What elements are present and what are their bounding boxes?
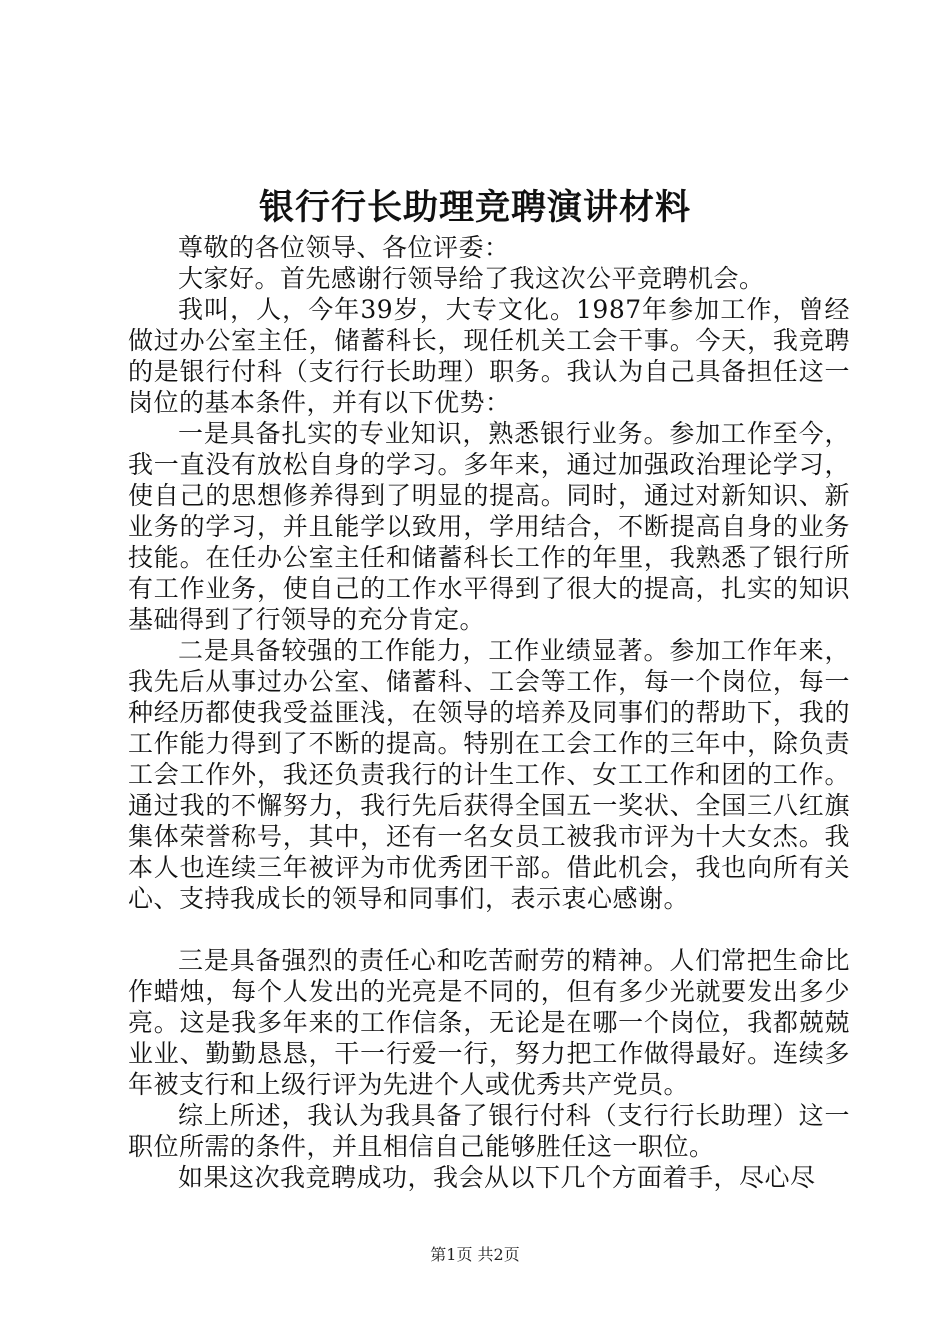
paragraph-summary: 综上所述，我认为我具备了银行付科（支行行长助理）这一职位所需的条件，并且相信自己能够胜任这一职位。 <box>128 1101 850 1161</box>
page-footer: 第1页 共2页 <box>430 1245 520 1264</box>
paragraph-advantage-three: 三是具备强烈的责任心和吃苦耐劳的精神。人们常把生命比作蜡烛，每个人发出的光亮是不同的，但有多少光就要发出多少亮。这是我多年来的工作信条，无论是在哪一个岗位，我都兢兢业业、勤勤恳恳，干一行爱一行，努力把工作做得最好。连续多年被支行和上级行评为先进个人或优秀共产党员。 <box>128 946 850 1099</box>
paragraph-salutation: 尊敬的各位领导、各位评委： <box>178 233 510 262</box>
document-body <box>128 232 850 1193</box>
paragraph-plan-intro: 如果这次我竞聘成功，我会从以下几个方面着手，尽心尽 <box>178 1163 816 1192</box>
paragraph-advantage-one: 一是具备扎实的专业知识，熟悉银行业务。参加工作至今，我一直没有放松自身的学习。多年来，通过加强政治理论学习，使自己的思想修养得到了明显的提高。同时，通过对新知识、新业务的学习，并且能学以致用，学用结合，不断提高自身的业务技能。在任办公室主任和储蓄科长工作的年里，我熟悉了银行所有工作业务，使自己的工作水平得到了很大的提高，扎实的知识基础得到了行领导的充分肯定。 <box>128 419 850 634</box>
paragraph-introduction: 我叫，人，今年39岁，大专文化。1987年参加工作，曾经做过办公室主任，储蓄科长，现任机关工会干事。今天，我竞聘的是银行付科（支行行长助理）职务。我认为自己具备担任这一岗位的基本条件，并有以下优势： <box>128 295 850 417</box>
paragraph-advantage-two: 二是具备较强的工作能力，工作业绩显著。参加工作年来，我先后从事过办公室、储蓄科、工会等工作，每一个岗位，每一种经历都使我受益匪浅，在领导的培养及同事们的帮助下，我的工作能力得到了不断的提高。特别在工会工作的三年中，除负责工会工作外，我还负责我行的计生工作、女工工作和团的工作。通过我的不懈努力，我行先后获得全国五一奖状、全国三八红旗集体荣誉称号，其中，还有一名女员工被我市评为十大女杰。我本人也连续三年被评为市优秀团干部。借此机会，我也向所有关心、支持我成长的领导和同事们，表示衷心感谢。 <box>128 636 850 913</box>
document-title: 银行行长助理竞聘演讲材料 <box>258 187 691 228</box>
paragraph-greeting: 大家好。首先感谢行领导给了我这次公平竞聘机会。 <box>178 264 765 293</box>
